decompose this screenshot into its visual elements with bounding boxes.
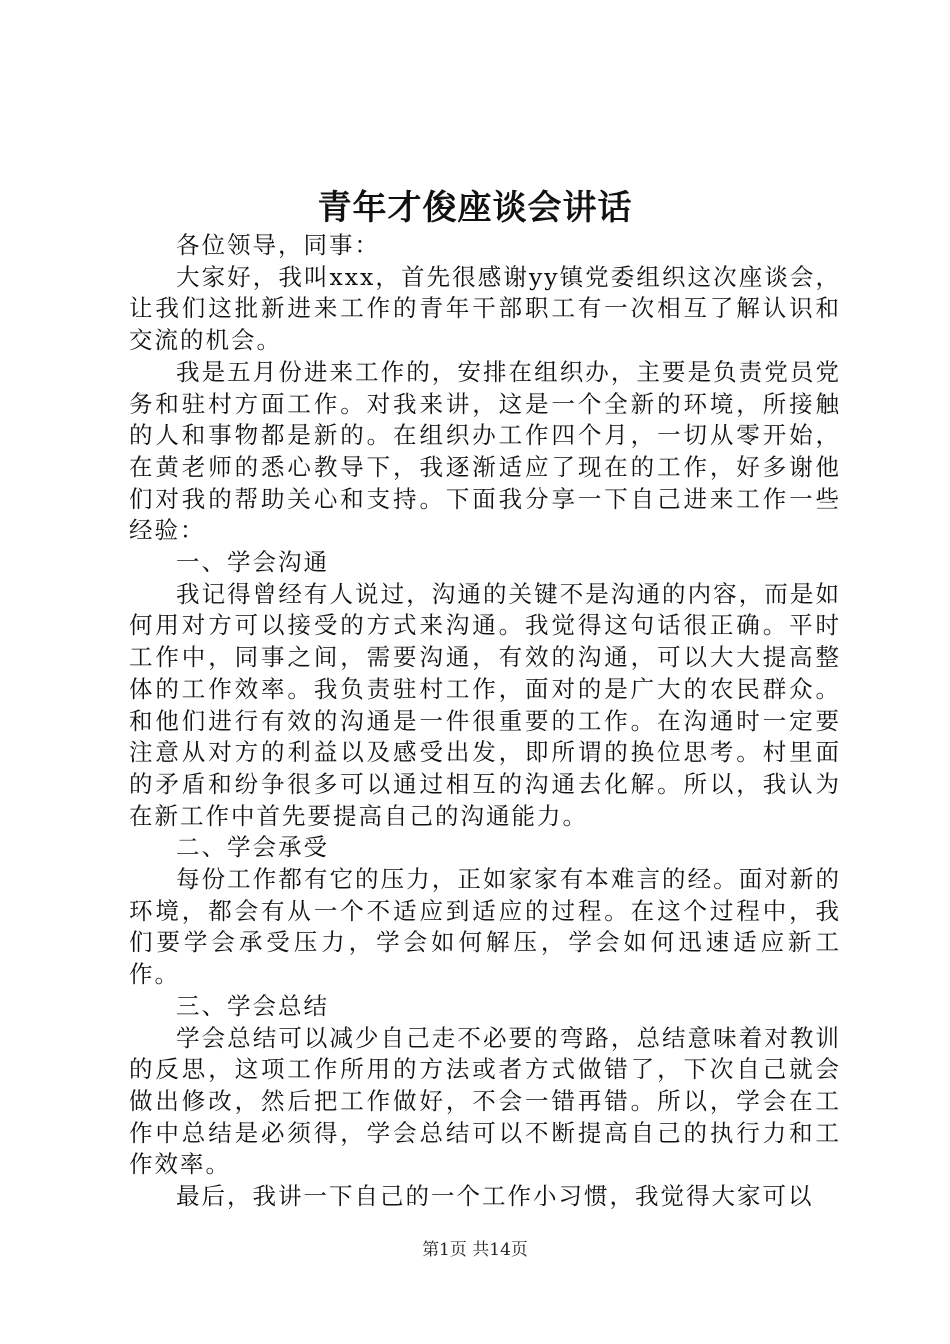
document-body [129, 230, 841, 1213]
background-paragraph: 我是五月份进来工作的，安排在组织办，主要是负责党员党务和驻村方面工作。对我来讲，这是一个全新的环境，所接触的人和事物都是新的。在组织办工作四个月，一切从零开始，在黄老师的悉心教导下，我逐渐适应了现在的工作，好多谢他们对我的帮助关心和支持。下面我分享一下自己进来工作一些经验： [129, 357, 841, 545]
intro-paragraph: 大家好，我叫xxx，首先很感谢yy镇党委组织这次座谈会，让我们这批新进来工作的青年干部职工有一次相互了解认识和交流的机会。 [129, 262, 841, 355]
salutation-paragraph: 各位领导，同事： [176, 231, 380, 259]
page-footer: 第1页 共14页 [422, 1240, 528, 1260]
closing-paragraph: 最后，我讲一下自己的一个工作小习惯，我觉得大家可以 [176, 1182, 814, 1211]
communication-paragraph: 我记得曾经有人说过，沟通的关键不是沟通的内容，而是如何用对方可以接受的方式来沟通。我觉得这句话很正确。平时工作中，同事之间，需要沟通，有效的沟通，可以大大提高整体的工作效率。我负责驻村工作，面对的是广大的农民群众。和他们进行有效的沟通是一件很重要的工作。在沟通时一定要注意从对方的利益以及感受出发，即所谓的换位思考。村里面的矛盾和纷争很多可以通过相互的沟通去化解。所以，我认为在新工作中首先要提高自己的沟通能力。 [129, 579, 841, 830]
endurance-paragraph: 每份工作都有它的压力，正如家家有本难言的经。面对新的环境，都会有从一个不适应到适应的过程。在这个过程中，我们要学会承受压力，学会如何解压，学会如何迅速适应新工作。 [129, 865, 841, 989]
summary-paragraph: 学会总结可以减少自己走不必要的弯路，总结意味着对教训的反思，这项工作所用的方法或者方式做错了，下次自己就会做出修改，然后把工作做好，不会一错再错。所以，学会在工作中总结是必须得，学会总结可以不断提高自己的执行力和工作效率。 [129, 1023, 841, 1179]
document-title: 青年才俊座谈会讲话 [317, 188, 633, 228]
section-heading-communication: 一、学会沟通 [176, 548, 329, 577]
section-heading-endurance: 二、学会承受 [176, 833, 329, 862]
section-heading-summary: 三、学会总结 [176, 991, 329, 1020]
